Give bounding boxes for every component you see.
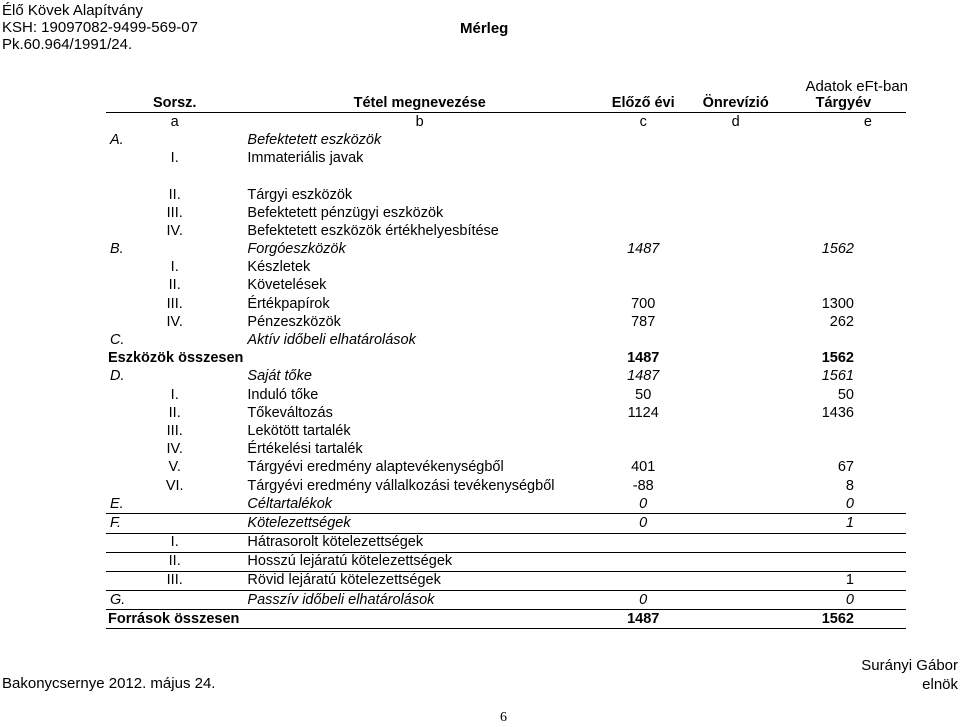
cell-cur <box>781 222 906 240</box>
table-subheader-row <box>106 113 906 132</box>
cell-prev <box>596 131 691 149</box>
cell-prev: 0 <box>596 514 691 533</box>
table-row <box>106 571 906 590</box>
cell-rev <box>690 477 780 495</box>
cell-name: Hosszú lejáratú kötelezettségek <box>243 552 596 571</box>
cell-cur <box>781 277 906 295</box>
table-row <box>106 495 906 514</box>
cell-cur: 1562 <box>781 610 906 629</box>
cell-prev <box>596 150 691 168</box>
cell-rev <box>690 277 780 295</box>
cell-no: I. <box>170 386 179 403</box>
cell-prev <box>596 533 691 552</box>
table-row <box>106 514 906 533</box>
cell-no: III. <box>106 571 243 590</box>
cell-cur: 1 <box>781 571 906 590</box>
cell-prev <box>596 422 691 440</box>
cell-cur: 67 <box>837 459 854 476</box>
cell-prev <box>596 441 691 459</box>
cell-rev <box>690 441 780 459</box>
cell-no: IV. <box>166 441 183 458</box>
cell-name: Immateriális javak <box>247 150 364 167</box>
cell-no: E. <box>106 495 243 514</box>
cell-cur: 8 <box>845 477 854 494</box>
cell-rev <box>690 386 780 404</box>
cell-cur: 0 <box>781 495 906 514</box>
table-row <box>106 331 906 349</box>
cell-rev <box>690 186 780 204</box>
table-row <box>106 350 906 368</box>
sub-c: c <box>639 113 647 130</box>
col-header-name: Tétel megnevezése <box>243 94 596 113</box>
cell-prev: 700 <box>631 295 656 312</box>
cell-cur <box>781 204 906 222</box>
place-and-date: Bakonycsernye 2012. május 24. <box>2 675 216 692</box>
table-row <box>106 131 906 149</box>
cell-prev <box>596 331 691 349</box>
table-row <box>106 386 906 404</box>
cell-rev <box>690 368 780 386</box>
cell-no: III. <box>166 422 183 439</box>
cell-prev <box>596 204 691 222</box>
cell-no: I. <box>170 150 179 167</box>
table-row <box>106 459 906 477</box>
cell-cur <box>781 422 906 440</box>
cell-cur <box>781 259 906 277</box>
cell-no: III. <box>166 295 183 312</box>
cell-name: Értékpapírok <box>247 295 330 312</box>
table-row <box>106 368 906 386</box>
balance-sheet-table <box>106 94 906 629</box>
cell-no: D. <box>110 368 125 385</box>
cell-name: Rövid lejáratú kötelezettségek <box>243 571 596 590</box>
cell-cur <box>781 150 906 168</box>
cell-name: Forgóeszközök <box>247 241 346 258</box>
signer-name: Surányi Gábor <box>861 657 958 674</box>
cell-name: Kötelezettségek <box>243 514 596 533</box>
table-row <box>106 222 906 240</box>
cell-prev: -88 <box>632 477 654 494</box>
cell-name: Értékelési tartalék <box>247 441 363 458</box>
cell-rev <box>690 131 780 149</box>
cell-no: C. <box>110 332 125 349</box>
cell-no: F. <box>106 514 243 533</box>
cell-rev <box>690 422 780 440</box>
cell-cur <box>781 331 906 349</box>
cell-rev <box>690 313 780 331</box>
cell-cur <box>781 168 906 186</box>
cell-no: II. <box>168 186 181 203</box>
cell-cur: 1562 <box>821 241 854 258</box>
table-row <box>106 441 906 459</box>
cell-rev <box>690 591 780 610</box>
cell-no: III. <box>166 204 183 221</box>
cell-rev <box>690 610 780 629</box>
sub-e: e <box>863 113 872 130</box>
table-row <box>106 422 906 440</box>
cell-cur: 1562 <box>821 350 854 367</box>
cell-name: Saját tőke <box>247 368 312 385</box>
cell-prev <box>596 168 691 186</box>
table-row <box>106 150 906 168</box>
cell-name: Készletek <box>247 259 311 276</box>
col-header-prev: Előző évi <box>596 94 691 113</box>
cell-name <box>243 350 596 368</box>
col-header-rev: Önrevízió <box>690 94 780 113</box>
table-row <box>106 477 906 495</box>
signature-block <box>861 656 958 694</box>
cell-prev: 1124 <box>627 404 659 421</box>
cell-prev <box>596 259 691 277</box>
organization-header <box>2 2 198 53</box>
cell-cur <box>781 533 906 552</box>
cell-rev <box>690 495 780 514</box>
cell-no: II. <box>106 552 243 571</box>
cell-no: IV. <box>166 222 183 239</box>
cell-cur <box>781 552 906 571</box>
table-row <box>106 204 906 222</box>
table-row <box>106 591 906 610</box>
cell-no: I. <box>170 259 179 276</box>
cell-cur: 1300 <box>821 295 854 312</box>
table-row <box>106 168 906 186</box>
sub-b: b <box>415 113 424 130</box>
page-number: 6 <box>500 710 507 725</box>
cell-prev <box>596 552 691 571</box>
cell-prev <box>596 277 691 295</box>
cell-no: IV. <box>166 313 183 330</box>
cell-name <box>243 610 596 629</box>
cell-rev <box>690 459 780 477</box>
cell-no: Eszközök összesen <box>108 350 244 367</box>
signer-title: elnök <box>922 676 958 693</box>
cell-rev <box>690 168 780 186</box>
sub-d: d <box>731 113 740 130</box>
cell-rev <box>690 331 780 349</box>
cell-rev <box>690 241 780 259</box>
cell-rev <box>690 571 780 590</box>
table-row <box>106 404 906 422</box>
cell-prev: 1487 <box>627 368 660 385</box>
cell-prev <box>596 571 691 590</box>
cell-name: Tárgyi eszközök <box>247 186 353 203</box>
cell-no: II. <box>168 404 181 421</box>
sub-a: a <box>170 113 179 130</box>
cell-rev <box>690 150 780 168</box>
cell-rev <box>690 259 780 277</box>
unit-note: Adatok eFt-ban <box>805 78 908 95</box>
cell-name: Tárgyévi eredmény alaptevékenységből <box>247 459 504 476</box>
cell-no: G. <box>106 591 243 610</box>
cell-prev <box>596 222 691 240</box>
cell-rev <box>690 350 780 368</box>
cell-no: II. <box>168 277 181 294</box>
cell-prev: 1487 <box>627 350 660 367</box>
cell-name <box>243 168 596 186</box>
cell-no: VI. <box>165 477 184 494</box>
cell-cur: 1436 <box>821 404 854 421</box>
cell-name: Befektetett pénzügyi eszközök <box>247 204 444 221</box>
cell-name: Céltartalékok <box>243 495 596 514</box>
cell-cur <box>781 131 906 149</box>
cell-prev: 1487 <box>627 241 660 258</box>
cell-name: Követelések <box>247 277 327 294</box>
cell-rev <box>690 533 780 552</box>
col-header-cur: Tárgyév <box>781 94 906 113</box>
cell-rev <box>690 514 780 533</box>
cell-rev <box>690 222 780 240</box>
cell-rev <box>690 404 780 422</box>
cell-rev <box>690 552 780 571</box>
cell-name: Passzív időbeli elhatárolások <box>243 591 596 610</box>
cell-no: V. <box>168 459 181 476</box>
table-row <box>106 552 906 571</box>
table-row <box>106 186 906 204</box>
table-row <box>106 241 906 259</box>
cell-name: Lekötött tartalék <box>247 422 351 439</box>
table-row <box>106 610 906 629</box>
cell-name: Tárgyévi eredmény vállalkozási tevékenységből <box>247 477 555 494</box>
cell-prev: 0 <box>596 591 691 610</box>
table-row <box>106 259 906 277</box>
cell-prev <box>596 186 691 204</box>
cell-name: Pénzeszközök <box>247 313 341 330</box>
court-registration: Pk.60.964/1991/24. <box>2 36 133 53</box>
cell-cur: 50 <box>837 386 854 403</box>
cell-cur: 0 <box>781 591 906 610</box>
cell-name: Befektetett eszközök <box>247 131 382 148</box>
cell-no: A. <box>110 131 124 148</box>
cell-no <box>106 168 243 186</box>
table-row <box>106 313 906 331</box>
cell-cur <box>781 186 906 204</box>
org-name: Élő Kövek Alapítvány <box>2 2 143 19</box>
cell-name: Induló tőke <box>247 386 319 403</box>
cell-cur: 262 <box>829 313 854 330</box>
cell-prev: 787 <box>631 313 656 330</box>
table-header-row <box>106 94 906 113</box>
cell-rev <box>690 295 780 313</box>
cell-prev: 1487 <box>596 610 691 629</box>
cell-cur: 1 <box>781 514 906 533</box>
cell-name: Aktív időbeli elhatárolások <box>247 332 416 349</box>
page-title: Mérleg <box>460 20 509 37</box>
cell-no: B. <box>110 241 124 258</box>
table-row <box>106 295 906 313</box>
cell-prev: 0 <box>596 495 691 514</box>
cell-prev: 50 <box>635 386 652 403</box>
cell-no: Források összesen <box>106 610 243 629</box>
ksh-number: KSH: 19097082-9499-569-07 <box>2 19 198 36</box>
cell-cur <box>781 441 906 459</box>
col-header-no: Sorsz. <box>106 94 243 113</box>
table-row <box>106 277 906 295</box>
cell-name: Tőkeváltozás <box>247 404 333 421</box>
cell-rev <box>690 204 780 222</box>
table-row <box>106 533 906 552</box>
cell-no: I. <box>106 533 243 552</box>
cell-prev: 401 <box>631 459 656 476</box>
cell-name: Befektetett eszközök értékhelyesbítése <box>247 222 499 239</box>
cell-name: Hátrasorolt kötelezettségek <box>243 533 596 552</box>
cell-cur: 1561 <box>821 368 854 385</box>
